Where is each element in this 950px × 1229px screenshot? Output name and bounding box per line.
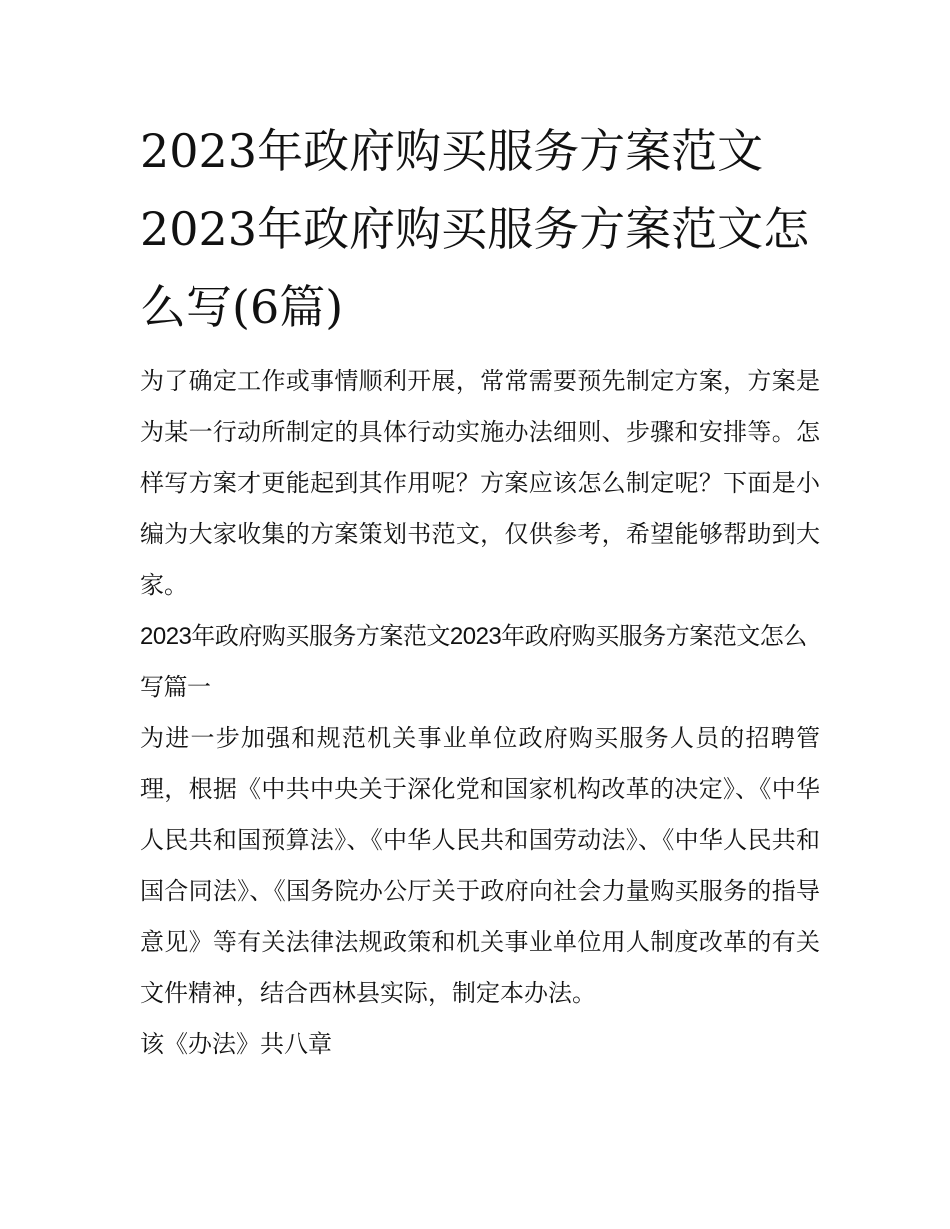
section-heading: 2023年政府购买服务方案范文2023年政府购买服务方案范文怎么写篇一 <box>140 623 807 701</box>
document-content <box>140 112 820 1070</box>
document-title: 2023年政府购买服务方案范文2023年政府购买服务方案范文怎么写(6篇) <box>140 124 810 334</box>
closing-line: 该《办法》共八章 <box>140 1030 332 1058</box>
body-paragraph: 为进一步加强和规范机关事业单位政府购买服务人员的招聘管理，根据《中共中央关于深化党和国家机构改革的决定》、《中华人民共和国预算法》、《中华人民共和国劳动法》、《中华人民共和国合同法》、《国务院办公厅关于政府向社会力量购买服务的指导意见》等有关法律法规政策和机关事业单位用人制度改革的有关文件精神，结合西林县实际，制定本办法。 <box>140 724 820 1007</box>
intro-paragraph: 为了确定工作或事情顺利开展，常常需要预先制定方案，方案是为某一行动所制定的具体行动实施办法细则、步骤和安排等。怎样写方案才更能起到其作用呢？方案应该怎么制定呢？下面是小编为大家收集的方案策划书范文，仅供参考，希望能够帮助到大家。 <box>140 367 820 599</box>
